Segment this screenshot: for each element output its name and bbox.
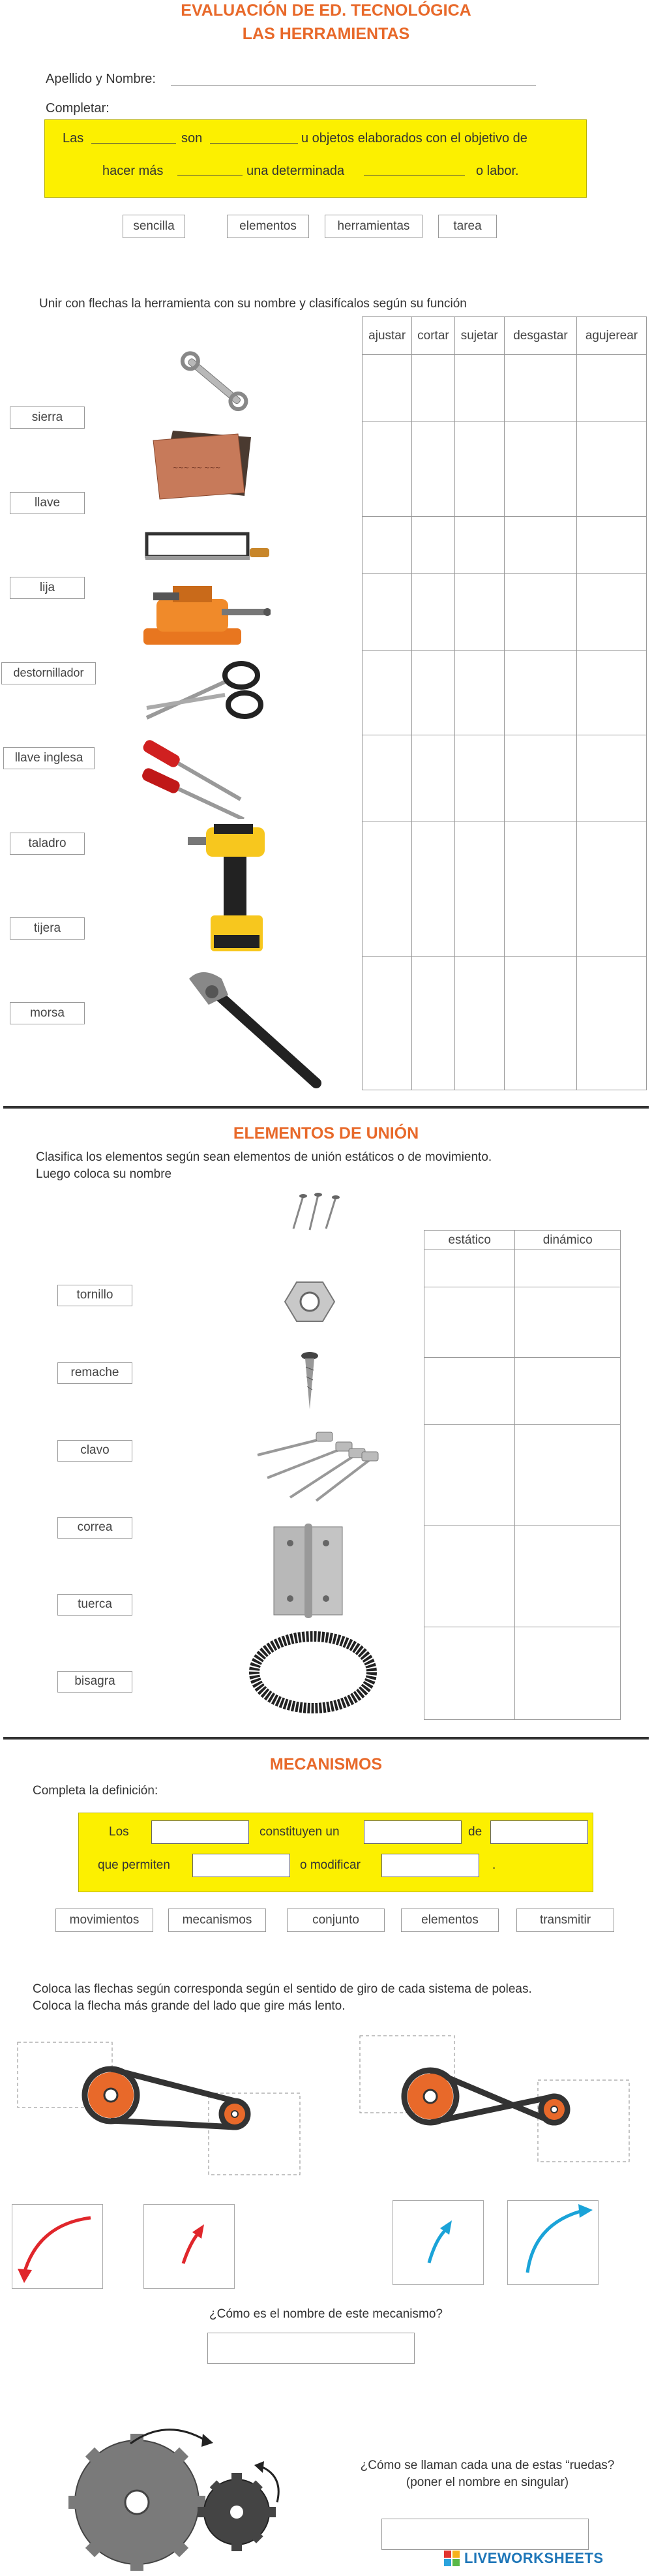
completar-w6: o labor. (476, 164, 519, 178)
table-cell[interactable] (504, 735, 576, 821)
mecanismos-w4: que permiten (98, 1858, 170, 1872)
table-cell[interactable] (504, 651, 576, 735)
table-cell[interactable] (412, 574, 454, 651)
tool-name-taladro[interactable]: taladro (10, 833, 85, 855)
option-mecanismos[interactable]: mecanismos (168, 1909, 266, 1932)
table-cell[interactable] (363, 517, 412, 574)
col-sujetar: sujetar (454, 317, 504, 355)
table-cell[interactable] (454, 821, 504, 957)
gears-icon (68, 2414, 297, 2571)
table-cell[interactable] (424, 1287, 515, 1358)
mecanismos-input-3[interactable] (490, 1820, 588, 1844)
nut-icon (284, 1279, 336, 1325)
tool-name-llave[interactable]: llave (10, 492, 85, 514)
table-cell[interactable] (424, 1250, 515, 1287)
table-cell[interactable] (363, 651, 412, 735)
poleas-question: ¿Cómo es el nombre de este mecanismo? (209, 2307, 443, 2321)
blue-arrow-icon (393, 2201, 483, 2284)
completar-w3: u objetos elaborados con el objetivo de (301, 131, 527, 146)
poleas-instruction-1: Coloca las flechas según corresponda según el sentido de giro de cada sistema de poleas. (33, 1982, 532, 1996)
union-name-correa[interactable]: correa (57, 1517, 132, 1539)
table-cell[interactable] (577, 651, 647, 735)
table-cell[interactable] (515, 1526, 621, 1627)
col-estatico: estático (424, 1231, 515, 1250)
svg-text:~~~ ~~ ~~~: ~~~ ~~ ~~~ (173, 465, 221, 472)
table-cell[interactable] (504, 574, 576, 651)
vise-icon (137, 573, 271, 654)
union-name-remache[interactable]: remache (57, 1362, 132, 1384)
table-cell[interactable] (454, 651, 504, 735)
mecanismos-w5: o modificar (300, 1858, 361, 1872)
mecanismos-w2: constituyen un (259, 1825, 340, 1839)
table-cell[interactable] (515, 1425, 621, 1526)
table-cell[interactable] (412, 422, 454, 517)
completar-w4: hacer más (102, 164, 164, 178)
arrow-option-big-blue[interactable] (507, 2200, 599, 2285)
liveworksheets-logo-icon (443, 2550, 460, 2567)
completar-w1: Las (63, 131, 84, 146)
adjustable-wrench-icon (183, 966, 329, 1093)
col-agujerear: agujerear (577, 317, 647, 355)
drill-icon (188, 821, 273, 958)
hacksaw-icon (140, 527, 271, 566)
tools-classification-table (362, 316, 647, 1090)
mecanismos-w1: Los (109, 1825, 129, 1839)
union-instruction-2: Luego coloca su nombre (36, 1167, 172, 1181)
table-cell[interactable] (577, 422, 647, 517)
table-cell[interactable] (454, 957, 504, 1090)
mecanismos-input-4[interactable] (192, 1854, 290, 1877)
completar-label: Completar: (46, 101, 110, 115)
ruedas-question-1: ¿Cómo se llaman cada una de estas “ruedas? (360, 2459, 615, 2472)
option-sencilla[interactable]: sencilla (123, 215, 185, 238)
mecanismo-name-input[interactable] (207, 2333, 415, 2364)
mecanismos-input-5[interactable] (381, 1854, 479, 1877)
blank-2[interactable] (210, 143, 298, 144)
mecanismos-title: MECANISMOS (269, 1755, 383, 1773)
table-cell[interactable] (504, 422, 576, 517)
table-cell[interactable] (577, 517, 647, 574)
table-cell[interactable] (515, 1287, 621, 1358)
table-cell[interactable] (577, 957, 647, 1090)
blue-arrow-icon (508, 2201, 598, 2284)
table-cell[interactable] (424, 1526, 515, 1627)
union-name-tuerca[interactable]: tuerca (57, 1594, 132, 1616)
option-elementos-mec[interactable]: elementos (401, 1909, 499, 1932)
union-title: ELEMENTOS DE UNIÓN (233, 1124, 419, 1142)
option-elementos[interactable]: elementos (227, 215, 309, 238)
union-classification-table (424, 1230, 621, 1720)
nails-icon (287, 1189, 346, 1235)
mecanismos-instruction: Completa la definición: (33, 1784, 158, 1798)
rivets-icon (251, 1426, 381, 1507)
option-herramientas[interactable]: herramientas (325, 215, 422, 238)
table-cell[interactable] (424, 1358, 515, 1425)
table-cell[interactable] (454, 422, 504, 517)
table-cell[interactable] (363, 574, 412, 651)
union-name-clavo[interactable]: clavo (57, 1440, 132, 1462)
table-cell[interactable] (363, 735, 412, 821)
blank-1[interactable] (91, 143, 176, 144)
tool-name-tijera[interactable]: tijera (10, 917, 85, 940)
table-cell[interactable] (577, 574, 647, 651)
tool-name-morsa[interactable]: morsa (10, 1002, 85, 1024)
arrow-option-small-red[interactable] (143, 2204, 235, 2289)
sandpaper-icon (147, 424, 258, 502)
table-cell[interactable] (515, 1358, 621, 1425)
table-cell[interactable] (515, 1250, 621, 1287)
table-cell[interactable] (412, 651, 454, 735)
col-cortar: cortar (412, 317, 454, 355)
arrow-option-small-blue[interactable] (393, 2200, 484, 2285)
tool-name-destornillador[interactable]: destornillador (1, 662, 96, 684)
table-cell[interactable] (454, 574, 504, 651)
union-name-tornillo[interactable]: tornillo (57, 1285, 132, 1306)
liveworksheets-brand: LIVEWORKSHEETS (464, 2550, 604, 2566)
option-movimientos[interactable]: movimientos (55, 1909, 153, 1932)
table-cell[interactable] (504, 355, 576, 422)
tool-name-sierra[interactable]: sierra (10, 406, 85, 429)
table-cell[interactable] (577, 735, 647, 821)
tool-name-lija[interactable]: lija (10, 577, 85, 599)
belt-icon (248, 1628, 378, 1716)
open-belt-pulleys-icon (16, 2041, 310, 2181)
ruedas-name-input[interactable] (381, 2519, 589, 2550)
table-cell[interactable] (412, 355, 454, 422)
poleas-instruction-2: Coloca la flecha más grande del lado que gire más lento. (33, 1999, 346, 2013)
table-cell[interactable] (363, 957, 412, 1090)
red-arrow-icon (144, 2205, 234, 2288)
name-input[interactable] (171, 85, 536, 86)
screwdrivers-icon (134, 734, 271, 819)
crossed-belt-pulleys-icon (359, 2034, 632, 2165)
section-divider (3, 1106, 649, 1109)
table-cell[interactable] (454, 517, 504, 574)
ruedas-question-2: (poner el nombre en singular) (406, 2476, 569, 2489)
table-cell[interactable] (515, 1627, 621, 1720)
page-title: EVALUACIÓN DE ED. TECNOLÓGICA (181, 1, 471, 20)
table-cell[interactable] (577, 821, 647, 957)
union-name-bisagra[interactable]: bisagra (57, 1671, 132, 1693)
table-cell[interactable] (412, 821, 454, 957)
completar-w2: son (181, 131, 203, 146)
page-subtitle: LAS HERRAMIENTAS (242, 25, 410, 43)
col-ajustar: ajustar (363, 317, 412, 355)
mecanismos-input-2[interactable] (364, 1820, 462, 1844)
red-arrow-icon (12, 2205, 102, 2288)
option-conjunto[interactable]: conjunto (287, 1909, 385, 1932)
section-divider (3, 1737, 649, 1740)
hinge-icon (271, 1524, 346, 1618)
table-cell[interactable] (577, 355, 647, 422)
col-dinamico: dinámico (515, 1231, 621, 1250)
table-cell[interactable] (412, 517, 454, 574)
table-cell[interactable] (412, 735, 454, 821)
table-cell[interactable] (454, 355, 504, 422)
table-cell[interactable] (363, 355, 412, 422)
completar-w5: una determinada (246, 164, 345, 178)
option-tarea[interactable]: tarea (438, 215, 497, 238)
col-desgastar: desgastar (504, 317, 576, 355)
tools-instruction: Unir con flechas la herramienta con su nombre y clasifícalos según su función (39, 297, 467, 311)
mecanismos-w6: . (492, 1858, 496, 1872)
scissors-icon (134, 656, 271, 728)
screw-icon (300, 1351, 319, 1413)
table-cell[interactable] (504, 957, 576, 1090)
table-cell[interactable] (363, 821, 412, 957)
union-instruction-1: Clasifica los elementos según sean elementos de unión estáticos o de movimiento. (36, 1150, 492, 1164)
table-cell[interactable] (424, 1425, 515, 1526)
name-label: Apellido y Nombre: (46, 72, 156, 86)
wrench-icon (175, 349, 253, 414)
table-cell[interactable] (424, 1627, 515, 1720)
mecanismos-w3: de (468, 1825, 482, 1839)
liveworksheets-logo (443, 2549, 604, 2568)
table-cell[interactable] (363, 422, 412, 517)
table-cell[interactable] (454, 735, 504, 821)
option-transmitir[interactable]: transmitir (516, 1909, 614, 1932)
table-cell[interactable] (504, 821, 576, 957)
table-cell[interactable] (504, 517, 576, 574)
table-cell[interactable] (412, 957, 454, 1090)
arrow-option-big-red[interactable] (12, 2204, 103, 2289)
tool-name-llave-inglesa[interactable]: llave inglesa (3, 747, 95, 769)
mecanismos-input-1[interactable] (151, 1820, 249, 1844)
